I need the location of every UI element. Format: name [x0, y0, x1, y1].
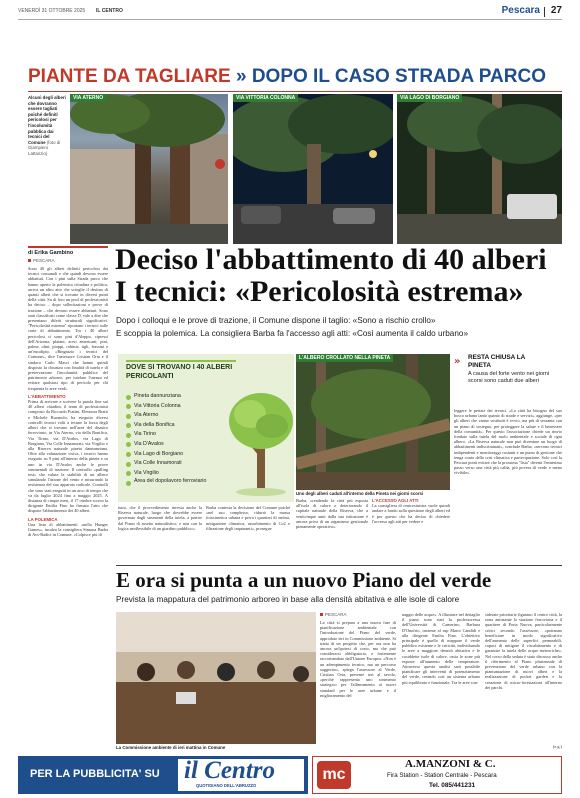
mid-col-2-text: Barba contesta la decisione del Comune poiché «nel suo complesso, ridurrà la massa fotosintetica urbana e priva i quartieri di ombra, mitigazione climatica, assorbimento di Co2 e filtrazione degli inquinanti», prosegue — [206, 505, 290, 531]
photo-via-aterno — [70, 94, 228, 244]
second-col-2 — [402, 612, 480, 752]
place-marker-icon — [28, 259, 31, 262]
ad-banner-left — [18, 756, 308, 794]
headline-line2: I tecnici: «Pericolosità estrema» — [115, 275, 524, 308]
photo-via-lago-di-borgiano — [397, 94, 562, 244]
tree-icon — [226, 386, 296, 496]
mid-col-1-text: tutto, che il provvedimento investa anche la Riserva naturale, luogo che dovrebbe essere governato dagli strumenti della tutela, a partire dal Piano di assetto naturalistico, e non con la logica neoflessibile di un giardino pubblico». — [118, 505, 202, 531]
left-col-p2: Prima di arrivare a scrivere la parola fine sui 40 alberi cittadini, il team di professionisti composto da Riccardo Fratini, Eleonora Bratti e Michele Ruomolo, ha eseguito diversi controlli tecnici volti a testare la forza degli alberi che si trovano nell'area del disastro ferroviario, in Via Aterno, via della Bonifica, Via Tirino, via D'Avalos, via Lago di Borgiano, Via Colle Innamorati, via Virgilio e alla Riserva naturale pineta dannunziana. Oltre alla valutazione visiva, i tecnici hanno eseguito su 9 pini all'interno della pineta e su uno in via D'Avalos anche le prove strumentali di trazione. Il controllo «pulling test» che valuta la stabilità di un albero simulando l'azione del vento e misurando la resistenza del suo apparato radicale. Controlli che sono stati eseguiti in un arco di tempo che va da luglio 2024 fino a maggio 2025. A distanza di cinque mesi, il 17 ottobre scorso la dirigente Emilia Fino ha firmato l'atto che dispone l'abbattimento dei 40 alberi. — [28, 399, 108, 514]
subhead-line2: E scoppia la polemica. La consigliera Barba fa l'accesso agli atti: «Così aumenta il caldo urbano» — [116, 329, 469, 338]
fallen-tree-illustration — [296, 354, 450, 490]
pines-illustration — [397, 94, 562, 244]
ad-logo-sub: QUOTIDIANO DELL'ABRUZZO — [196, 783, 257, 788]
ad-right-mark-text: mc — [322, 766, 346, 783]
ad-right — [312, 756, 562, 794]
meeting-illustration — [116, 612, 316, 744]
kicker-rule — [28, 91, 562, 92]
second-col-3-text: siderate prioritarie figurano il centro città, la zona antistante la stazione ferroviaria e il quartiere di Porta Nuova, particolarmente critici secondo l'assessore, «potranno beneficiare in modo significativo dell'aumento delle superfici permeabili, capaci di mitigare il riscaldamento e di garantire la tutela delle acque meteoriche». Nel corso della seduta è stato discusso anche il riferimento al Piano pluriennale di prevenzione del verde urbano con la piantumazione di nuovi alberi e la realizzazione di pocket garden e la creazione di micro-forestazioni all'interno dei parchi. — [485, 612, 562, 690]
locations-box — [118, 354, 294, 502]
kicker-right: DOPO IL CASO STRADA PARCO — [251, 66, 546, 87]
section-divider — [116, 565, 562, 566]
location-item: Via Lago di Borgiano — [126, 450, 226, 460]
photo-commission — [116, 612, 316, 744]
kicker-left: PIANTE DA TAGLIARE — [28, 66, 231, 87]
ad-right-name: A.MANZONI & C. — [405, 758, 496, 770]
left-col-sub1: L'ABBATTIMENTO — [28, 393, 66, 399]
byline-author: di Erika Gambino — [28, 250, 74, 256]
location-item: Via D'Avalos — [126, 440, 226, 450]
second-col-3 — [485, 612, 562, 744]
ad-right-tel: Tel. 085/441231 — [429, 782, 476, 789]
photo-label-lago-di-borgiano: VIA LAGO DI BORGIANO — [397, 94, 462, 102]
subhead-line1: Dopo i colloqui e le prove di trazione, il Comune dispone il taglio: «Sono a rischio crollo» — [116, 316, 436, 325]
second-place-text: PESCARA — [325, 612, 347, 617]
mid-col-3 — [296, 498, 368, 562]
photo-label-vittoria-colonna: VIA VITTORIA COLONNA — [233, 94, 298, 102]
ad-logo: il Centro — [184, 757, 275, 784]
location-item: Via Tirino — [126, 430, 226, 440]
headline — [115, 244, 565, 308]
second-col-1 — [320, 620, 396, 752]
header-divider — [544, 7, 545, 17]
photo-credit: (foto di Giampiero Lattanzio) — [28, 139, 61, 156]
chevron-right-icon: » — [454, 356, 461, 367]
second-subhead: Prevista la mappatura del patrimonio arboreo in base alla densità abitativa e alle isole di calore — [116, 595, 460, 604]
resta-text: A causa del forte vento nei giorni scorsi sono caduti due alberi — [468, 371, 550, 385]
access-subhead: L'ACCESSO AGLI ATTI — [372, 498, 419, 503]
location-item: Area del dopolavoro ferroviario — [126, 478, 226, 490]
ad-logo-box — [178, 759, 304, 791]
location-item: Via Vittoria Colonna — [126, 402, 226, 412]
trees-illustration — [70, 94, 228, 244]
headline-line1: Deciso l'abbattimento di 40 alberi — [115, 243, 547, 276]
location-item: Pineta dannunziana — [126, 392, 226, 402]
photo-label-aterno: VIA ATERNO — [70, 94, 106, 102]
commission-caption: La Commissione ambiente di ieri mattina in Comune — [116, 745, 226, 750]
location-item: Via Virgilio — [126, 469, 226, 479]
pineta-caption: Uno degli alberi caduti all'interno della Pineta nei giorni scorsi — [296, 491, 424, 496]
second-place — [320, 612, 347, 617]
byline-place-text: PESCARA — [33, 258, 55, 263]
header-section: Pescara — [501, 5, 540, 16]
left-col-p3: Una lista di abbattimenti «nella Hunger Games», incalza la consigliera Simona Barba di Avs-Radici in Comune. «Colpisce più di — [28, 521, 108, 538]
second-col-2-text: naggio delle acque». A illustrare nel dettaglio il piano sono stati la professoressa dell'Università di Camerino, Barbara D'Onofrio, insieme al rup Mario Candidi e alla dirigente Emilia Fino. L'obiettivo principale è quello di mappare il verde pubblico esistente e le criticità, individuando le aree a maggiore densità abitativa e le cosiddette isole di calore, ossia le zone più esposte all'aumento delle temperature. Attraverso questa analisi sarà possibile pianificare gli interventi di potenziamento del verde, creando così un sistema urbano più equilibrato e funzionale. Tra le aree con- — [402, 612, 480, 685]
second-signature: (e.g.) — [552, 744, 562, 749]
kicker-arrows: » — [235, 66, 247, 87]
pineta-label: L'ALBERO CROLLATO NELLA PINETA — [296, 354, 393, 362]
second-col-1-text: La città si prepara a una nuova fase di pianificazione ambientale con l'introduzione del Piano del verde, approdato ieri in Commissione ambiente. Si tratta di un progetto che, per ora non ha ancora un'ipotesi di costo, ma che può considerarsi obbligatorio, e fortemente raccomandato dall'Unione Europea. «Non è un adempimento tecnico, ma un percorso suggerito», spiega l'assessore al Verde, Cristian Orta, presente ieri al tavolo, «perché rappresenta uno strumento strategico per l'allineamento ai nuovi standard per le aree urbane e il miglioramento del — [320, 620, 396, 698]
location-item: Via Aterno — [126, 411, 226, 421]
ad-right-mark — [317, 761, 351, 789]
header-date: VENERDÌ 31 OTTOBRE 2025 — [18, 8, 86, 14]
ad-banner-text: PER LA PUBBLICITA' SU — [30, 768, 160, 780]
left-col-sub2: LA POLEMICA — [28, 516, 58, 522]
photo-pineta — [296, 354, 450, 490]
subhead — [116, 314, 562, 340]
right-column — [454, 408, 562, 562]
photo-via-vittoria-colonna — [233, 94, 393, 244]
locations-box-title: DOVE SI TROVANO I 40 ALBERI PERICOLANTI — [126, 360, 236, 381]
second-headline: E ora si punta a un nuovo Piano del verde — [116, 568, 492, 592]
right-col-text: leggere le perizie dei tecnici. «La città ha bisogno del suo bosco urbano tanto quanto di strade e servizi», aggiunge, «per gli alberi che vanno sostituiti è ovvio, ma più di sessanta con un piano di sostegno, per proteggere la salute e il benessere della comunità». Per questo l'associazione chiede un rinvio fondato sulla tutela del ruolo ambientale e sociale di ogni albero. «La Riserva naturale non può diventare un luogo di abbattimenti indiscriminati», conclude Barba, «servono tecnici indipendenti e monitoraggi costanti e un piano di gestione che tenga conto della crisi climatica e partecipazione. Solo così la Pescara potrà evitare che la prossima "lista" diventi l'ennesimo passo verso una città più calda, più povera di verde e meno vivibile». — [454, 408, 562, 476]
byline-place — [28, 258, 108, 263]
left-column — [28, 266, 108, 796]
night-street-illustration — [233, 94, 393, 244]
resta-title: RESTA CHIUSA LA PINETA — [468, 354, 526, 369]
mid-col-2 — [206, 505, 290, 559]
ad-right-address: Fira Station - Station Centrale - Pescara — [387, 772, 497, 779]
mid-col-1 — [118, 505, 202, 559]
mid-col-4 — [372, 498, 450, 562]
left-col-p1: Sono 40 gli alberi definiti pericolosi dai tecnici comunali e che quindi devono essere abbattuti. Con i pini sulla Strada parco che hanno aperto la polemica cittadina e politica, arriva un altro atto che scioglie il destino di quanti alberi che si trovano in diversi punti della città. Su di loro un pool di professionisti ha deciso – dopo sollecitazioni e prove di trazione – che devono essere abbattuti. Sono stati classificati come classe D, vale a dire che presentano difetti strutturali significativi. "Pericolosità estrema" riportano i tecnici sulle carte di abbattimento. Tra i 40 alberi pericolosi ci sono pini d'Aleppo, cipressi dell'Arizona, platani, aceri americani, pini, palme, olmi, pioppi, robinie, tigli, frassini e un'eucalipto. «Ringrazio i tecnici del Comune», dice l'assessore Cristian Orta e il sindaco Carlo Masci che hanno quindi disposto la chiusura con finalità di tutela e di preservazione l'incolumità pubblica del patrimonio arboreo, per tutelare l'utenza ed evitare qualsiasi tipo di pericolo per chi frequenta le aree verdi. — [28, 266, 108, 391]
locations-list — [126, 392, 226, 490]
resta-chiusa-box — [454, 354, 562, 406]
page-number: 27 — [550, 5, 562, 16]
location-item: Via della Bonifica — [126, 421, 226, 431]
page-header — [18, 4, 562, 20]
header-paper: IL CENTRO — [96, 8, 123, 14]
mid-col-3-text: Barba, «rendendo la città più esposta all'isola di calore e deteriorando il capitale naturale della Riserva, che a venticinque anni dalla sua istituzione è ancora priva di un organismo gestionale pienamente operativo». — [296, 498, 368, 530]
photo-caption-text: Alcuni degli alberi che dovranno essere tagliati poiché definiti pericolosi per l'incolumità pubblica dai tecnici del Comune — [28, 95, 66, 145]
mid-col-4-text: La consigliera di centrosinistra vuole quindi andare a fondo sulla questione degli alberi ed è per questo che ha deciso di chiedere l'accesso agli atti per vedere e — [372, 503, 450, 524]
kicker — [28, 66, 546, 88]
photo-caption — [28, 95, 66, 157]
location-item: Via Colle Innamorati — [126, 459, 226, 469]
byline — [28, 246, 108, 263]
place-marker-icon — [320, 613, 323, 616]
